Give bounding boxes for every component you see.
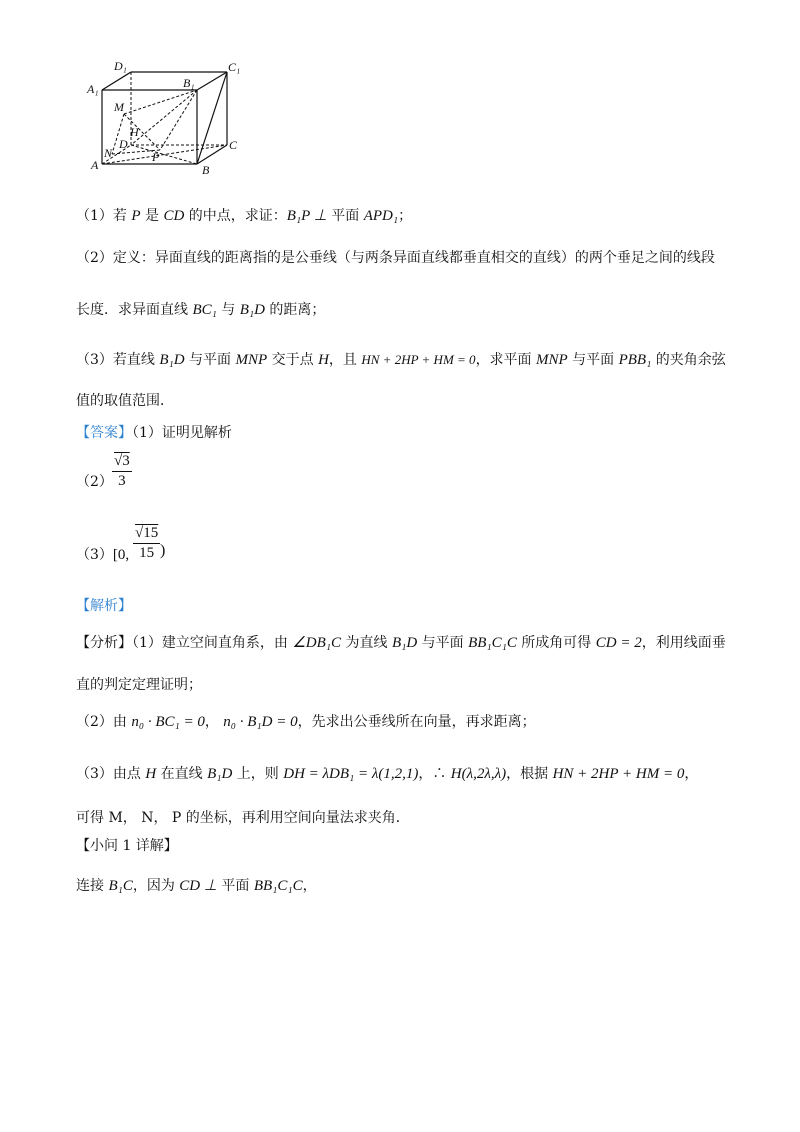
- q3-pbb1: PBB₁: [618, 352, 652, 368]
- answer-2-numerator: √3: [112, 453, 132, 472]
- detail-plane: BB₁C₁C: [253, 878, 303, 894]
- analysis-p1-e: ，利用线面垂: [641, 635, 726, 651]
- answer-2-label: [76, 472, 113, 492]
- analysis-p1-b1d: B₁D: [391, 635, 418, 651]
- line-mb1: [124, 90, 197, 114]
- analysis-tag: 【解析】: [76, 598, 132, 614]
- label-d1: D₁: [114, 59, 127, 73]
- label-b1: B₁: [183, 76, 195, 90]
- q2-line2-b: 的距离；: [264, 302, 326, 318]
- detail-d: ，: [302, 878, 317, 894]
- analysis-p1-d: 所成角可得: [516, 635, 596, 651]
- analysis-p1-b: 为直线: [341, 635, 392, 651]
- analysis-p2: [76, 712, 536, 732]
- answer-3-label: [76, 545, 129, 565]
- label-a: A: [91, 158, 99, 172]
- q2-line2-a: 长度．求异面直线: [76, 302, 193, 318]
- analysis-p1-line2: [76, 675, 202, 695]
- analysis-p1-c: 与平面: [417, 635, 469, 651]
- analysis-p1-a: 【分析】（1）建立空间直角系，由: [76, 635, 293, 651]
- label-d: D: [119, 137, 128, 151]
- q2-line1-text: （2）定义：异面直线的距离指的是公垂线（与两条异面直线都垂直相交的直线）的两个垂足之间的线段: [76, 250, 715, 266]
- analysis-p3-eq2: H(λ,2λ,λ): [450, 766, 507, 782]
- label-p: P: [152, 150, 160, 164]
- detail-line1: [76, 876, 317, 896]
- q3-f: 与平面: [567, 352, 619, 368]
- q1-end: ；: [398, 208, 413, 224]
- answer-3-fraction: [133, 525, 160, 562]
- analysis-p3-line2-text: 可得 M， N， P 的坐标，再利用空间向量法求夹角．: [76, 810, 410, 826]
- analysis-p2-sep: ，: [204, 714, 224, 730]
- analysis-p1-line1: [76, 633, 726, 653]
- question-3-line1: [76, 350, 726, 370]
- label-c1: C₁: [228, 60, 241, 74]
- answer-tag: 【答案】: [76, 425, 132, 441]
- answer-2-fraction: [112, 453, 132, 490]
- analysis-p1-plane: BB₁C₁C: [468, 635, 517, 651]
- q3-b: 与平面: [184, 352, 236, 368]
- edge-a1d1: [102, 72, 131, 90]
- q1-mid2: 的中点，求证：: [184, 208, 287, 224]
- label-h: H: [130, 125, 139, 139]
- analysis-p3-d: ，∴: [418, 766, 451, 782]
- analysis-p3-b: 在直线: [156, 766, 208, 782]
- answer-2-prefix: （2）: [76, 474, 113, 490]
- answer-3-open: [0,: [112, 547, 130, 563]
- analysis-p3-eq1: DH = λDB₁ = λ(1,2,1): [283, 766, 419, 782]
- line-b1p: [160, 90, 197, 150]
- label-c: C: [229, 138, 238, 152]
- q1-prefix: （1）若: [76, 208, 132, 224]
- label-m: M: [114, 100, 124, 114]
- q3-vector-eq: HN + 2HP + HM = 0: [361, 352, 476, 367]
- answer-3-denominator: 15: [139, 545, 155, 561]
- answer-line1: [76, 423, 232, 443]
- analysis-p3-eq3: HN + 2HP + HM = 0: [552, 766, 685, 782]
- answer-1: （1）证明见解析: [132, 425, 232, 441]
- q1-cd: CD: [163, 208, 185, 224]
- cube-figure: [82, 56, 252, 184]
- q1-expr: B₁P ⊥: [286, 208, 327, 224]
- answer-2-denominator: 3: [118, 473, 126, 489]
- question-2-line1: [76, 248, 715, 268]
- q3-c: 交于点: [267, 352, 319, 368]
- analysis-p2-a: （2）由: [76, 714, 132, 730]
- q1-p: P: [131, 208, 141, 224]
- q3-mnp2: MNP: [536, 352, 568, 368]
- label-b: B: [202, 163, 210, 177]
- detail-eq: CD ⊥: [179, 878, 217, 894]
- answer-3-numerator: √15: [133, 525, 160, 544]
- line-b1d: [131, 90, 197, 145]
- analysis-header: [76, 596, 132, 616]
- label-a1: A₁: [87, 82, 99, 96]
- q3-line2: 值的取值范围．: [76, 393, 174, 409]
- question-2-line2: [76, 300, 325, 320]
- q1-mid1: 是: [140, 208, 164, 224]
- analysis-p2-eq2: n₀ · B₁D = 0: [223, 714, 298, 730]
- analysis-p2-b: ，先求出公垂线所在向量，再求距离；: [297, 714, 536, 730]
- analysis-p3-e: ，根据: [506, 766, 553, 782]
- q1-plane: APD₁: [363, 208, 399, 224]
- analysis-p2-eq1: n₀ · BC₁ = 0: [131, 714, 205, 730]
- question-1: [76, 206, 412, 226]
- label-n: N: [104, 146, 113, 160]
- detail-header: [76, 836, 178, 856]
- edge-bc1: [197, 72, 227, 164]
- detail-a: 连接: [76, 878, 109, 894]
- detail-b1c: B₁C: [108, 878, 133, 894]
- analysis-p3-h: H: [145, 766, 157, 782]
- q3-a: （3）若直线: [76, 352, 160, 368]
- q2-yu: 与: [216, 302, 240, 318]
- analysis-p3-f: ，: [684, 766, 699, 782]
- analysis-p3-a: （3）由点: [76, 766, 146, 782]
- analysis-p3-b1d: B₁D: [207, 766, 233, 782]
- analysis-p3-line1: [76, 764, 698, 784]
- q3-d: ，且: [328, 352, 362, 368]
- answer-3-close-bracket: ): [160, 542, 166, 559]
- q3-b1d: B₁D: [159, 352, 185, 368]
- q2-b1d: B₁D: [239, 302, 265, 318]
- answer-3-prefix: （3）: [76, 547, 113, 563]
- analysis-p1-eq: CD = 2: [595, 635, 642, 651]
- q3-g: 的夹角余弦: [651, 352, 726, 368]
- analysis-p1-angle: ∠DB₁C: [292, 635, 342, 651]
- answer-3-close: [160, 541, 165, 561]
- analysis-p1-line2-text: 直的判定定理证明；: [76, 677, 202, 693]
- detail-tag: 【小问 1 详解】: [76, 838, 178, 854]
- edge-bc: [197, 145, 227, 164]
- analysis-p3-c: 上，则: [232, 766, 284, 782]
- question-3-line2: [76, 391, 174, 411]
- q1-plane-word: 平面: [326, 208, 364, 224]
- q3-mnp: MNP: [235, 352, 268, 368]
- detail-c: 平面: [216, 878, 254, 894]
- q3-h: H: [318, 352, 329, 368]
- q2-bc1: BC₁: [192, 302, 217, 318]
- analysis-p3-line2: [76, 808, 410, 828]
- q3-e: ，求平面: [475, 352, 537, 368]
- detail-b: ，因为: [132, 878, 180, 894]
